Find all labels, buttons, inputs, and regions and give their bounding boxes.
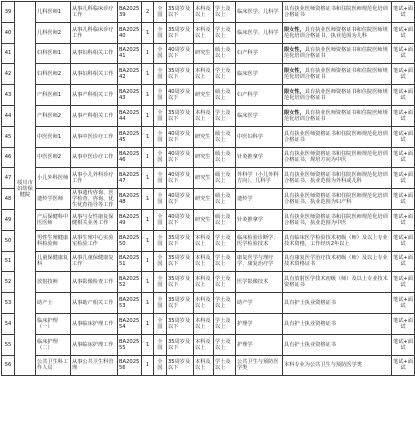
post-code-cell: BA202548 — [118, 189, 142, 210]
age-limit-cell: 40周岁及以下 — [167, 168, 194, 189]
recruitment-table — [1, 1, 415, 376]
major-cell: 临床医学 — [236, 105, 283, 126]
exam-method-cell: 笔试+面试 — [392, 168, 415, 189]
degree-cell: 学士及以上 — [214, 2, 236, 23]
requirement-text: 具有护士执业资格证书 — [284, 320, 336, 327]
age-limit-cell: 35周岁及以下 — [167, 2, 194, 23]
exam-method-cell: 笔试+面试 — [392, 272, 415, 293]
post-name-cell: 男性生殖健康科检验师 — [36, 230, 71, 251]
education-cell: 研究生 — [194, 189, 214, 210]
major-cell: 中医妇科学 — [236, 126, 283, 147]
exam-method-cell: 笔试+面试 — [392, 105, 415, 126]
exam-method-cell: 笔试+面试 — [392, 251, 415, 272]
major-cell: 临床检验诊断学、医学检验技术 — [236, 230, 283, 251]
post-description-cell: 从事产科相关工作 — [71, 105, 118, 126]
recruit-scope-cell: 全国 — [154, 209, 167, 230]
age-limit-cell: 35周岁及以下 — [167, 313, 194, 334]
row-number-cell: 46 — [2, 147, 15, 168]
recruit-scope-cell: 全国 — [154, 168, 167, 189]
post-code-cell: BA202556 — [118, 355, 142, 376]
requirement-text: 具有执业医师资格证书和住院医师规范化培训合格证书 — [284, 68, 388, 81]
other-requirements-cell — [283, 272, 392, 293]
education-cell: 研究生 — [194, 126, 214, 147]
hiring-count-cell: 1 — [142, 230, 154, 251]
major-cell: 医学影像技术 — [236, 272, 283, 293]
other-requirements-cell — [283, 43, 392, 64]
hiring-count-cell: 1 — [142, 22, 154, 43]
requirement-text: 具有执业医师资格证书和住院医师规范化培训合格证书 — [284, 109, 388, 122]
row-number-cell: 50 — [2, 230, 15, 251]
table-body — [2, 2, 415, 376]
exam-method-cell: 笔试+面试 — [392, 293, 415, 314]
table-row — [2, 147, 415, 168]
table-row — [2, 126, 415, 147]
post-code-cell: BA202549 — [118, 209, 142, 230]
age-limit-cell: 35周岁及以下 — [167, 272, 194, 293]
exam-method-cell: 笔试+面试 — [392, 126, 415, 147]
degree-cell: 硕士及以上 — [214, 168, 236, 189]
row-number-cell: 42 — [2, 64, 15, 85]
requirement-text: 具有护士执业资格证书 — [284, 341, 336, 348]
age-limit-cell: 40周岁及以下 — [167, 189, 194, 210]
post-name-cell: 产科医师2 — [36, 105, 71, 126]
age-limit-cell: 40周岁及以下 — [167, 43, 194, 64]
post-description-cell: 从事中医诊疗工作 — [71, 147, 118, 168]
degree-cell: 学士及以上 — [214, 355, 236, 376]
education-cell: 研究生 — [194, 168, 214, 189]
degree-cell: 学士及以上 — [214, 334, 236, 355]
hiring-count-cell: 1 — [142, 105, 154, 126]
major-cell: 针灸推拿学 — [236, 209, 283, 230]
other-requirements-cell — [283, 293, 392, 314]
row-number-cell: 45 — [2, 126, 15, 147]
degree-cell: 硕士及以上 — [214, 147, 236, 168]
row-number-cell: 41 — [2, 43, 15, 64]
education-cell: 本科及以上 — [194, 334, 214, 355]
hiring-count-cell: 1 — [142, 272, 154, 293]
post-code-cell: BA202544 — [118, 105, 142, 126]
requirement-text: 本科专业为公共卫生与预防医学类 — [284, 362, 362, 369]
post-description-cell: 从事妇科相关工作 — [71, 64, 118, 85]
recruit-scope-cell: 全国 — [154, 293, 167, 314]
post-name-cell: 临床护理（一） — [36, 313, 71, 334]
major-cell: 遗传学 — [236, 189, 283, 210]
exam-method-cell: 笔试+面试 — [392, 2, 415, 23]
requirement-text: 具有执业医师资格证书和住院医师规范化培训合格证书，执业范围为妇产科 — [284, 193, 388, 206]
hiring-count-cell: 1 — [142, 43, 154, 64]
post-name-cell: 临床护理（二） — [36, 334, 71, 355]
major-cell: 妇产科学 — [236, 43, 283, 64]
recruit-scope-cell: 全国 — [154, 189, 167, 210]
requirement-text: 具有执业医师资格证书和住院医师规范化培训合格证书 — [284, 89, 388, 102]
education-cell: 本科及以上 — [194, 251, 214, 272]
post-name-cell: 产后保健科中医医师 — [36, 209, 71, 230]
row-number-cell: 48 — [2, 189, 15, 210]
exam-method-cell: 笔试+面试 — [392, 334, 415, 355]
age-limit-cell: 40周岁及以下 — [167, 126, 194, 147]
post-name-cell: 儿科医师1 — [36, 2, 71, 23]
table-row — [2, 22, 415, 43]
post-code-cell: BA202552 — [118, 272, 142, 293]
recruit-scope-cell: 全国 — [154, 126, 167, 147]
other-requirements-cell — [283, 22, 392, 43]
row-number-cell: 52 — [2, 272, 15, 293]
age-limit-cell: 35周岁及以下 — [167, 230, 194, 251]
row-number-cell: 40 — [2, 22, 15, 43]
major-cell: 临床医学、儿科学 — [236, 22, 283, 43]
major-cell: 临床医学 — [236, 64, 283, 85]
degree-cell: 学士及以上 — [214, 105, 236, 126]
other-requirements-cell — [283, 230, 392, 251]
post-name-cell: 助产士 — [36, 293, 71, 314]
post-description-cell: 从事儿科临床诊疗工作 — [71, 22, 118, 43]
post-name-cell: 妇科医师1 — [36, 43, 71, 64]
post-code-cell: BA202543 — [118, 85, 142, 106]
other-requirements-cell — [283, 85, 392, 106]
post-description-cell: 从事产科相关工作 — [71, 85, 118, 106]
table-row — [2, 64, 415, 85]
table-row — [2, 313, 415, 334]
post-description-cell: 从事小儿外科诊疗工作 — [71, 168, 118, 189]
row-number-cell: 49 — [2, 209, 15, 230]
table-row — [2, 355, 415, 376]
major-cell: 妇产科学 — [236, 85, 283, 106]
recruit-scope-cell: 全国 — [154, 22, 167, 43]
age-limit-cell: 40周岁及以下 — [167, 147, 194, 168]
row-number-cell: 43 — [2, 85, 15, 106]
table-row — [2, 293, 415, 314]
education-cell: 研究生 — [194, 43, 214, 64]
post-description-cell: 从事儿童保健康复工作 — [71, 251, 118, 272]
age-limit-cell: 35周岁及以下 — [167, 22, 194, 43]
other-requirements-cell — [283, 251, 392, 272]
table-row — [2, 251, 415, 272]
education-cell: 研究生 — [194, 209, 214, 230]
hiring-count-cell: 1 — [142, 209, 154, 230]
hiring-count-cell: 1 — [142, 251, 154, 272]
post-name-cell: 中医医师2 — [36, 147, 71, 168]
post-code-cell: BA202554 — [118, 313, 142, 334]
recruit-scope-cell: 全国 — [154, 313, 167, 334]
other-requirements-cell — [283, 313, 392, 334]
recruit-scope-cell: 全国 — [154, 230, 167, 251]
hiring-count-cell: 1 — [142, 189, 154, 210]
requirement-text: 具有执业医师资格证书和住院医师规范化培训合格证书，执业范围为外科或儿科 — [284, 172, 388, 185]
hiring-count-cell: 1 — [142, 126, 154, 147]
education-cell: 本科及以上 — [194, 64, 214, 85]
age-limit-cell: 40周岁及以下 — [167, 209, 194, 230]
row-number-cell: 44 — [2, 105, 15, 126]
degree-cell: 学士及以上 — [214, 272, 236, 293]
post-name-cell: 妇科医师2 — [36, 64, 71, 85]
gender-restriction-text: 限女性， — [284, 68, 305, 75]
major-cell: 针灸推拿学 — [236, 147, 283, 168]
hiring-count-cell: 1 — [142, 334, 154, 355]
degree-cell: 硕士及以上 — [214, 209, 236, 230]
degree-cell: 硕士及以上 — [214, 189, 236, 210]
education-cell: 本科及以上 — [194, 272, 214, 293]
post-name-cell: 放射技师 — [36, 272, 71, 293]
table-row — [2, 105, 415, 126]
other-requirements-cell — [283, 126, 392, 147]
exam-method-cell: 笔试+面试 — [392, 189, 415, 210]
post-code-cell: BA202546 — [118, 147, 142, 168]
requirement-text: 具有执业医师资格证书和住院医师规范化培训合格证书，执业范围为儿科 — [284, 26, 388, 39]
exam-method-cell: 笔试+面试 — [392, 230, 415, 251]
other-requirements-cell — [283, 334, 392, 355]
degree-cell: 学士及以上 — [214, 22, 236, 43]
table-row — [2, 272, 415, 293]
post-code-cell: BA202542 — [118, 64, 142, 85]
requirement-text: 具有执业医师资格证书和住院医师规范化培训合格证书 — [284, 47, 388, 60]
post-description-cell: 从事儿科临床诊疗工作 — [71, 2, 118, 23]
recruit-scope-cell: 全国 — [154, 105, 167, 126]
exam-method-cell: 笔试+面试 — [392, 147, 415, 168]
degree-cell: 学士及以上 — [214, 313, 236, 334]
degree-cell: 硕士及以上 — [214, 43, 236, 64]
hiring-count-cell: 1 — [142, 168, 154, 189]
age-limit-cell: 40周岁及以下 — [167, 85, 194, 106]
age-limit-cell: 35周岁及以下 — [167, 293, 194, 314]
gender-restriction-text: 限女性， — [284, 109, 305, 116]
degree-cell: 学士及以上 — [214, 230, 236, 251]
age-limit-cell: 35周岁及以下 — [167, 334, 194, 355]
post-code-cell: BA202550 — [118, 230, 142, 251]
post-name-cell: 产科医师1 — [36, 85, 71, 106]
requirement-text: 具有执业医师资格证书和住院医师规范化培训合格证书 — [284, 5, 388, 18]
major-cell: 外科学（小儿外科方向）、儿科学 — [236, 168, 283, 189]
major-cell: 公共卫生与预防医学类 — [236, 355, 283, 376]
recruit-scope-cell: 全国 — [154, 251, 167, 272]
other-requirements-cell — [283, 209, 392, 230]
post-description-cell: 从事妇科相关工作 — [71, 43, 118, 64]
exam-method-cell: 笔试+面试 — [392, 64, 415, 85]
post-code-cell: BA202541 — [118, 43, 142, 64]
post-description-cell: 从事中医诊疗工作 — [71, 126, 118, 147]
recruit-scope-cell: 全国 — [154, 334, 167, 355]
degree-cell: 硕士及以上 — [214, 85, 236, 106]
post-code-cell: BA202545 — [118, 126, 142, 147]
table-row — [2, 2, 415, 23]
education-cell: 研究生 — [194, 85, 214, 106]
table-row — [2, 209, 415, 230]
post-description-cell: 从事影像检查工作 — [71, 272, 118, 293]
post-name-cell: 小儿外科医师 — [36, 168, 71, 189]
post-name-cell: 儿童保健康复科 — [36, 251, 71, 272]
table-row — [2, 189, 415, 210]
unit-name-cell: 绥川市妇幼保健院 — [15, 2, 36, 376]
degree-cell: 学士及以上 — [214, 64, 236, 85]
post-name-cell: 公共卫生科工作人员 — [36, 355, 71, 376]
other-requirements-cell — [283, 105, 392, 126]
post-name-cell: 遗传学医师 — [36, 189, 71, 210]
major-cell: 护理学 — [236, 313, 283, 334]
age-limit-cell: 35周岁及以下 — [167, 105, 194, 126]
row-number-cell: 51 — [2, 251, 15, 272]
requirement-text: 具有临床医学检验技术初级（师）及以上专业技术资格，工作经历2年以上 — [284, 234, 388, 247]
exam-method-cell: 笔试+面试 — [392, 313, 415, 334]
post-description-cell: 从事临床护理工作 — [71, 313, 118, 334]
exam-method-cell: 笔试+面试 — [392, 22, 415, 43]
major-cell: 护理学 — [236, 334, 283, 355]
major-cell: 助产学 — [236, 293, 283, 314]
education-cell: 本科及以上 — [194, 22, 214, 43]
exam-method-cell: 笔试+面试 — [392, 209, 415, 230]
requirement-text: 具有护士执业资格证书 — [284, 300, 336, 307]
post-description-cell: 从事生殖中心实验室检验工作 — [71, 230, 118, 251]
gender-restriction-text: 限女性， — [284, 26, 305, 33]
education-cell: 本科及以上 — [194, 105, 214, 126]
post-description-cell: 从事公共卫生科管理 — [71, 355, 118, 376]
recruit-scope-cell: 全国 — [154, 2, 167, 23]
row-number-cell: 39 — [2, 2, 15, 23]
other-requirements-cell — [283, 168, 392, 189]
hiring-count-cell: 1 — [142, 85, 154, 106]
hiring-count-cell: 1 — [142, 147, 154, 168]
age-limit-cell: 35周岁及以下 — [167, 64, 194, 85]
requirement-text: 具有执业医师资格证书和住院医师规范化培训合格证书，执业范围为中医 — [284, 213, 388, 226]
other-requirements-cell — [283, 64, 392, 85]
hiring-count-cell: 2 — [142, 2, 154, 23]
age-limit-cell: 35周岁及以下 — [167, 251, 194, 272]
post-name-cell: 中医医师1 — [36, 126, 71, 147]
other-requirements-cell — [283, 2, 392, 23]
row-number-cell: 53 — [2, 293, 15, 314]
post-code-cell: BA202547 — [118, 168, 142, 189]
row-number-cell: 47 — [2, 168, 15, 189]
major-cell: 临床医学、儿科学 — [236, 2, 283, 23]
gender-restriction-text: 限女性， — [284, 47, 305, 54]
requirement-text: 具有执业医师资格证书和住院医师规范化培训合格证书，规培方向为中医 — [284, 151, 388, 164]
recruit-scope-cell: 全国 — [154, 85, 167, 106]
requirement-text: 具有康复医学治疗技术初级（师）及以上专业技术资格证书 — [284, 255, 388, 268]
post-name-cell: 儿科医师2 — [36, 22, 71, 43]
exam-method-cell: 笔试+面试 — [392, 85, 415, 106]
hiring-count-cell: 1 — [142, 355, 154, 376]
recruit-scope-cell: 全国 — [154, 43, 167, 64]
table-row — [2, 43, 415, 64]
exam-method-cell: 笔试+面试 — [392, 355, 415, 376]
education-cell: 本科及以上 — [194, 293, 214, 314]
post-code-cell: BA202555 — [118, 334, 142, 355]
requirement-text: 具有执业医师资格证书和住院医师规范化培训合格证书 — [284, 130, 388, 143]
education-cell: 本科及以上 — [194, 2, 214, 23]
degree-cell: 学士及以上 — [214, 251, 236, 272]
post-code-cell: BA202553 — [118, 293, 142, 314]
age-limit-cell: 35周岁及以下 — [167, 355, 194, 376]
table-row — [2, 334, 415, 355]
exam-method-cell: 笔试+面试 — [392, 43, 415, 64]
post-code-cell: BA202539 — [118, 2, 142, 23]
major-cell: 康复医学与理疗学、康复治疗学 — [236, 251, 283, 272]
post-description-cell: 从事与女性康复保健相关业务工作 — [71, 209, 118, 230]
hiring-count-cell: 1 — [142, 293, 154, 314]
recruit-scope-cell: 全国 — [154, 64, 167, 85]
other-requirements-cell — [283, 189, 392, 210]
education-cell: 本科及以上 — [194, 355, 214, 376]
post-description-cell: 从事遗传咨询、医学检查、咨询、优生优育指导等工作 — [71, 189, 118, 210]
post-description-cell: 从事临床护理工作 — [71, 334, 118, 355]
degree-cell: 学士及以上 — [214, 293, 236, 314]
post-code-cell: BA202551 — [118, 251, 142, 272]
education-cell: 本科及以上 — [194, 230, 214, 251]
post-code-cell: BA202540 — [118, 22, 142, 43]
other-requirements-cell — [283, 355, 392, 376]
table-row — [2, 230, 415, 251]
row-number-cell: 54 — [2, 313, 15, 334]
table-row — [2, 85, 415, 106]
hiring-count-cell: 1 — [142, 64, 154, 85]
recruit-scope-cell: 全国 — [154, 147, 167, 168]
hiring-count-cell: 1 — [142, 313, 154, 334]
other-requirements-cell — [283, 147, 392, 168]
education-cell: 研究生 — [194, 147, 214, 168]
gender-restriction-text: 限女性， — [284, 89, 305, 96]
education-cell: 本科及以上 — [194, 313, 214, 334]
row-number-cell: 55 — [2, 334, 15, 355]
recruit-scope-cell: 全国 — [154, 272, 167, 293]
degree-cell: 硕士及以上 — [214, 126, 236, 147]
recruit-scope-cell: 全国 — [154, 355, 167, 376]
post-description-cell: 从事助产相关工作 — [71, 293, 118, 314]
table-row — [2, 168, 415, 189]
requirement-text: 具有放射医学技术初级（师）及以上专业技术资格证书 — [284, 276, 388, 289]
row-number-cell: 56 — [2, 355, 15, 376]
